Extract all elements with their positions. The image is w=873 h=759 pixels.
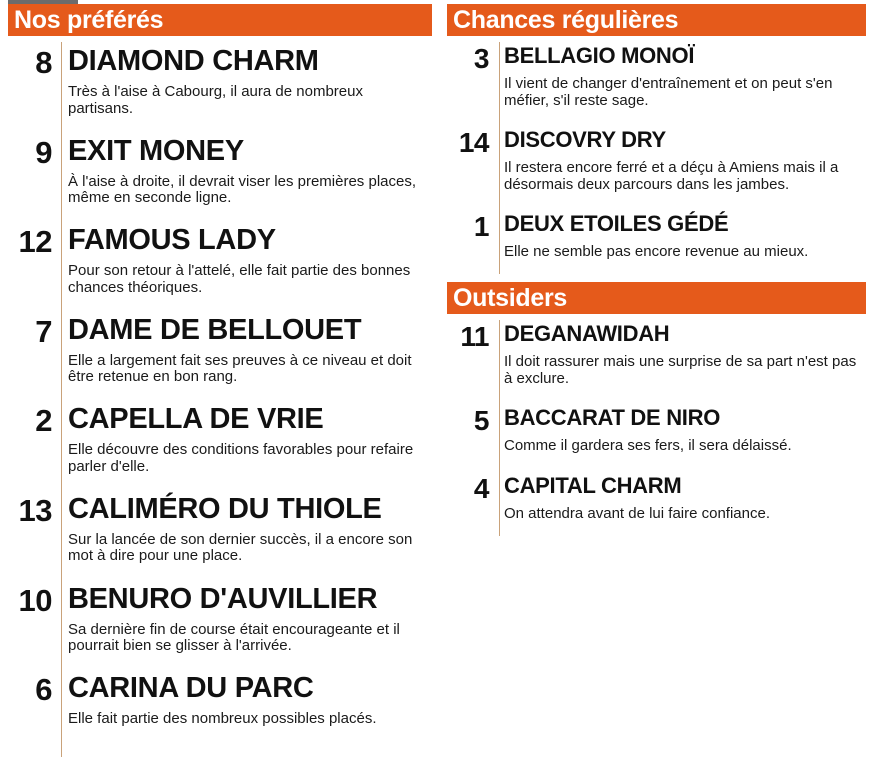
horse-name: DISCOVRY DRY <box>504 127 666 152</box>
horse-number: 6 <box>35 672 52 708</box>
horse-comment: À l'aise à droite, il devrait viser les premières places, même en seconde ligne. <box>68 172 417 207</box>
horse-comment: On attendra avant de lui faire confiance. <box>504 505 771 522</box>
horse-comment: Elle ne semble pas encore revenue au mieux. <box>504 243 809 260</box>
horse-comment: Elle a largement fait ses preuves à ce niveau et doit être retenue en bon rang. <box>68 351 412 386</box>
horse-entry <box>447 40 866 124</box>
horse-number: 3 <box>473 43 489 74</box>
horse-comment: Sa dernière fin de course était encourageante et il pourrait bien se glisser à l'arrivée. <box>68 620 400 655</box>
horse-number: 12 <box>18 224 52 260</box>
horse-name: CAPELLA DE VRIE <box>68 403 324 436</box>
horse-name: FAMOUS LADY <box>68 224 276 257</box>
outsiders-header: Outsiders <box>447 282 866 314</box>
horse-name: BACCARAT DE NIRO <box>504 405 721 430</box>
right-column <box>447 4 866 538</box>
horse-entry <box>8 132 432 222</box>
horse-entry <box>8 221 432 311</box>
regular-chances-header: Chances régulières <box>447 4 866 36</box>
horse-name: EXIT MONEY <box>68 134 244 167</box>
regular-chances-list <box>447 36 866 276</box>
horse-number: 8 <box>35 45 52 80</box>
horse-comment: Elle fait partie des nombreux possibles placés. <box>68 710 377 728</box>
horse-number: 9 <box>35 134 52 170</box>
horse-name: CARINA DU PARC <box>68 672 314 705</box>
horse-number: 2 <box>35 403 52 439</box>
horse-entry <box>8 400 432 490</box>
horse-comment: Elle découvre des conditions favorables pour refaire parler d'elle. <box>68 441 414 475</box>
horse-name: BENURO D'AUVILLIER <box>68 582 378 615</box>
horse-number: 4 <box>473 473 489 504</box>
outsiders-list <box>447 314 866 538</box>
horse-name: BELLAGIO MONOÏ <box>504 43 695 68</box>
horse-name: DAME DE BELLOUET <box>68 313 362 346</box>
horse-name: CAPITAL CHARM <box>504 473 682 498</box>
horse-name: CALIMÉRO DU THIOLE <box>68 492 382 525</box>
horse-entry <box>447 208 866 276</box>
horse-number: 14 <box>458 127 489 158</box>
horse-entry <box>8 311 432 401</box>
horse-number: 5 <box>473 405 489 436</box>
horse-comment: Sur la lancée de son dernier succès, il a encore son mot à dire pour une place. <box>68 530 413 565</box>
horse-comment: Il vient de changer d'entraînement et on peut s'en méfier, s'il reste sage. <box>504 75 833 109</box>
horse-entry <box>447 318 866 402</box>
horse-comment: Il doit rassurer mais une surprise de sa part n'est pas à exclure. <box>504 353 857 387</box>
horse-entry <box>447 124 866 208</box>
horse-name: DEGANAWIDAH <box>504 321 670 346</box>
horse-entry <box>447 402 866 470</box>
favorites-list <box>8 36 432 759</box>
horse-entry <box>8 42 432 132</box>
horse-comment: Comme il gardera ses fers, il sera délaissé. <box>504 437 792 454</box>
horse-entry <box>447 470 866 538</box>
horse-name: DIAMOND CHARM <box>68 45 319 77</box>
horse-number: 13 <box>18 492 52 528</box>
horse-entry <box>8 580 432 670</box>
horse-number: 11 <box>460 321 489 352</box>
horse-comment: Il restera encore ferré et a déçu à Amiens mais il a désormais deux parcours dans les jambes. <box>504 159 839 193</box>
favorites-section <box>8 4 432 759</box>
horse-number: 7 <box>35 313 52 349</box>
horse-number: 1 <box>473 211 489 242</box>
horse-comment: Pour son retour à l'attelé, elle fait partie des bonnes chances théoriques. <box>68 262 411 296</box>
horse-number: 10 <box>18 582 52 618</box>
horse-comment: Très à l'aise à Cabourg, il aura de nombreux partisans. <box>68 83 363 117</box>
favorites-header: Nos préférés <box>8 4 432 36</box>
horse-entry <box>8 490 432 580</box>
horse-entry <box>8 669 432 759</box>
horse-name: DEUX ETOILES GÉDÉ <box>504 211 729 236</box>
